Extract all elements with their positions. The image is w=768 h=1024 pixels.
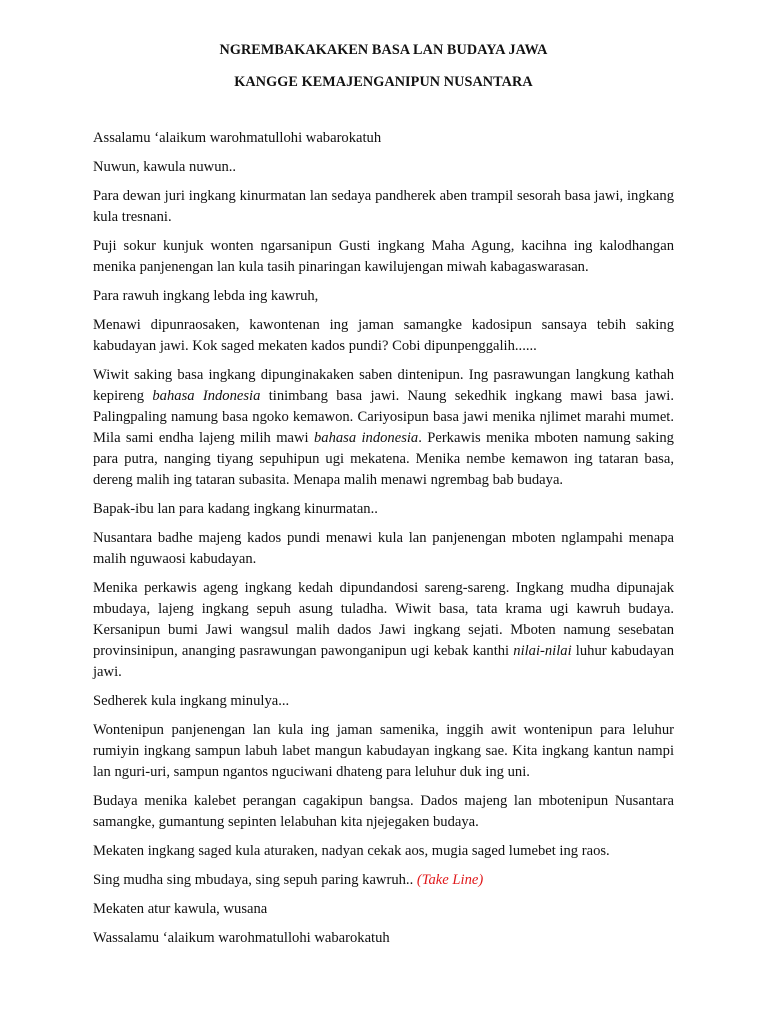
reflection-paragraph: Menawi dipunraosaken, kawontenan ing jaman samangke kadosipun sansaya tebih saking kabudayan jawi. Kok saged mekaten kados pundi? Cobi dipunpenggalih......: [93, 317, 674, 354]
italic-term: bahasa indonesia: [313, 430, 419, 446]
gratitude-paragraph: Puji sokur kunjuk wonten ngarsanipun Gusti ingkang Maha Agung, kacihna ing kalodhangan menika panjenengan lan kula tasih pinaringan kawilujengan miwah kabagaswarasan.: [93, 238, 674, 275]
ancestors-paragraph: Wontenipun panjenengan lan kula ing jaman samenika, inggih awit wontenipun para leluhur rumiyin ingkang sampun labuh labet mangun kabudayan ingkang sae. Kita ingkang kantun nampi lan nguri-uri, sampun ngantos nguciwani dhateng para leluhur duk ing uni.: [93, 722, 674, 780]
salutation-paragraph: Bapak-ibu lan para kadang ingkang kinurmatan..: [93, 501, 378, 517]
farewell-paragraph: Mekaten atur kawula, wusana: [93, 901, 268, 917]
greeting-paragraph: Assalamu ‘alaikum warohmatullohi wabarokatuh: [93, 130, 382, 146]
audience-paragraph: Para rawuh ingkang lebda ing kawruh,: [93, 288, 319, 304]
italic-term: nilai-nilai: [513, 643, 572, 659]
language-paragraph-text: . Perkawis menika mboten namung saking para putra, nanging tiyang sepuhipun ugi mekatena. Menika nembe kemawon ing tataran basa, dereng malih ing tataran subasita. Menapa malih menawi ngrembag bab budaya.: [93, 430, 674, 488]
language-paragraph-text: Wiwit saking basa ingkang dipunginakaken saben dintenipun. Ing pasrawungan langkung kathah kepireng: [93, 367, 674, 404]
italic-term: bahasa Indonesia: [152, 388, 261, 404]
culture-paragraph-text: luhur kabudayan jawi.: [93, 643, 674, 680]
culture-paragraph: [93, 578, 674, 683]
salutation-paragraph: Sedherek kula ingkang minulya...: [93, 693, 290, 709]
language-paragraph-text: tinimbang basa jawi. Naung sekedhik ingkang mawi basa jawi. Palingpaling namung basa ngoko kemawon. Cariyosipun basa jawi menika njlimet marahi mumet. Mila sami endha lajeng milih mawi: [93, 388, 674, 446]
document-title-line-1: NGREMBAKAKAKEN BASA LAN BUDAYA JAWA: [219, 42, 548, 58]
speech-body: [93, 128, 674, 957]
culture-paragraph-text: Menika perkawis ageng ingkang kedah dipundandosi sareng-sareng. Ingkang mudha dipunajak mbudaya, lajeng ingkang sepuh asung tuladha. Wiwit basa, tata krama ugi kawruh budaya. Kersanipun bumi Jawi wangsul malih dados Jawi ingkang sejati. Mboten namung sesebatan provinsinipun, ananging pasrawungan pawonganipun ugi kebak kanthi: [93, 580, 674, 659]
motto-paragraph: [93, 870, 674, 891]
address-paragraph: Para dewan juri ingkang kinurmatan lan sedaya pandherek aben trampil sesorah basa jawi, ingkang kula tresnani.: [93, 188, 674, 225]
closing-remark-paragraph: Mekaten ingkang saged kula aturaken, nadyan cekak aos, mugia saged lumebet ing raos.: [93, 843, 610, 859]
nation-paragraph: Budaya menika kalebet perangan cagakipun bangsa. Dados majeng lan mbotenipun Nusantara samangke, gumantung sepinten lelabuhan kita njejegaken budaya.: [93, 793, 674, 830]
language-paragraph: [93, 365, 674, 491]
motto-text: Sing mudha sing mbudaya, sing sepuh paring kawruh..: [93, 872, 417, 888]
document-title-line-2: KANGGE KEMAJENGANIPUN NUSANTARA: [234, 74, 533, 90]
closing-greeting-paragraph: Wassalamu ‘alaikum warohmatullohi wabarokatuh: [93, 930, 390, 946]
nusantara-paragraph: Nusantara badhe majeng kados pundi menawi kula lan panjenengan mboten nglampahi menapa malih nguwaosi kabudayan.: [93, 530, 674, 567]
take-line-note: (Take Line): [416, 872, 484, 888]
opening-paragraph: Nuwun, kawula nuwun..: [93, 159, 237, 175]
